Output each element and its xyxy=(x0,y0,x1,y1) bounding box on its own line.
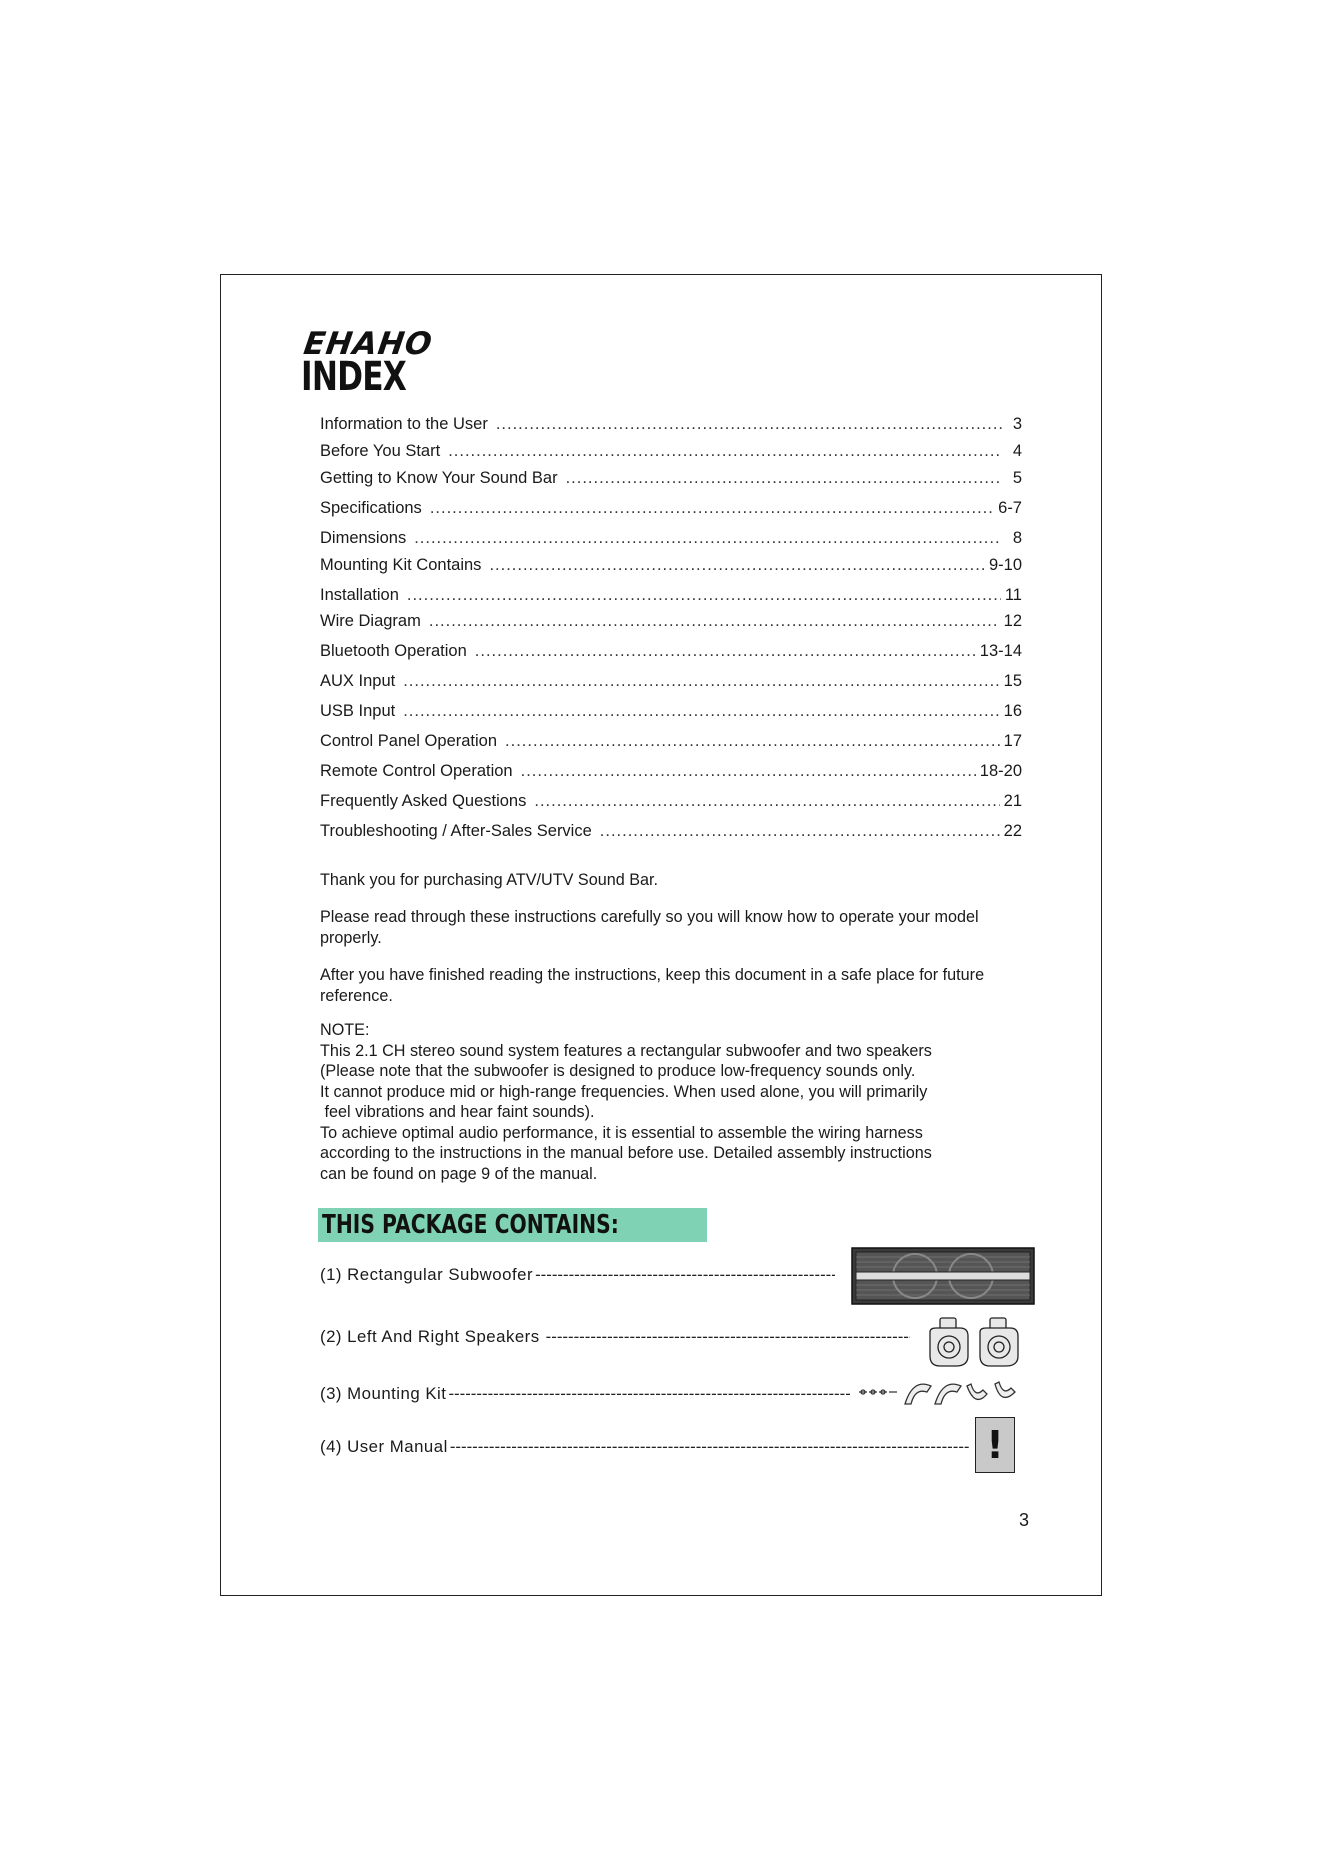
mounting-kit-illustration xyxy=(857,1378,1021,1408)
toc-entry-title: Remote Control Operation xyxy=(320,762,513,780)
toc-entry-title: Getting to Know Your Sound Bar xyxy=(320,469,558,487)
note-line: feel vibrations and hear faint sounds). xyxy=(320,1103,595,1121)
toc-entry[interactable] xyxy=(320,822,1022,841)
toc-leader xyxy=(430,499,994,518)
toc-entry-page: 12 xyxy=(1003,612,1022,630)
package-item-leader xyxy=(535,1265,835,1285)
toc-leader xyxy=(448,442,1002,461)
note-line: can be found on page 9 of the manual. xyxy=(320,1164,598,1183)
toc-entry[interactable] xyxy=(320,415,1022,434)
toc-leader xyxy=(534,792,999,811)
toc-entry-page: 8 xyxy=(1012,529,1022,547)
toc-entry[interactable] xyxy=(320,612,1022,631)
toc-leader xyxy=(475,642,976,661)
toc-entry-title: Bluetooth Operation xyxy=(320,642,467,660)
toc-leader xyxy=(407,586,1001,605)
toc-leader xyxy=(496,415,1002,434)
toc-entry-title: Control Panel Operation xyxy=(320,732,498,750)
toc-leader xyxy=(403,672,999,691)
note-line: This 2.1 CH stereo sound system features a rectangular subwoofer and two speakers xyxy=(320,1041,932,1060)
toc-entry-title: Wire Diagram xyxy=(320,612,421,630)
page-number: 3 xyxy=(1019,1510,1030,1530)
package-heading-text: THIS PACKAGE CONTAINS: xyxy=(322,1210,619,1240)
package-heading xyxy=(318,1208,707,1242)
toc-entry[interactable] xyxy=(320,469,1022,488)
toc-entry-page: 15 xyxy=(1003,672,1022,690)
toc-entry-title: Installation xyxy=(320,586,399,604)
toc-entry[interactable] xyxy=(320,762,1022,781)
toc-entry[interactable] xyxy=(320,732,1022,751)
toc-entry-page: 3 xyxy=(1012,415,1022,433)
toc-entry-page: 4 xyxy=(1012,442,1022,460)
toc-entry-title: Dimensions xyxy=(320,529,407,547)
keep-document-paragraph: After you have finished reading the instructions, keep this document in a safe place for future reference. xyxy=(320,966,985,1005)
toc-entry[interactable] xyxy=(320,556,1022,575)
read-instructions-text xyxy=(320,907,1010,948)
package-item-speakers xyxy=(320,1327,910,1347)
note-line: To achieve optimal audio performance, it is essential to assemble the wiring harness xyxy=(320,1123,923,1142)
toc-entry-title: USB Input xyxy=(320,702,396,720)
package-item-user-manual xyxy=(320,1437,970,1457)
toc-entry-title: AUX Input xyxy=(320,672,396,690)
package-item-label: (3) Mounting Kit xyxy=(320,1384,447,1403)
toc-entry[interactable] xyxy=(320,672,1022,691)
read-instructions-paragraph: Please read through these instructions carefully so you will know how to operate your model properly. xyxy=(320,908,979,947)
index-title: INDEX xyxy=(301,354,407,400)
toc-entry-title: Information to the User xyxy=(320,415,488,433)
toc-entry[interactable] xyxy=(320,529,1022,548)
toc-entry-title: Specifications xyxy=(320,499,422,517)
keep-document-text xyxy=(320,965,1010,1006)
note-line: It cannot produce mid or high-range frequencies. When used alone, you will primarily xyxy=(320,1082,928,1101)
package-item-leader xyxy=(448,1384,850,1404)
package-item-subwoofer xyxy=(320,1265,835,1285)
package-item-mounting-kit xyxy=(320,1384,850,1404)
package-item-label: (4) User Manual xyxy=(320,1437,448,1456)
toc-entry-page: 5 xyxy=(1012,469,1022,487)
package-item-label: (2) Left And Right Speakers xyxy=(320,1327,540,1346)
toc-entry[interactable] xyxy=(320,442,1022,461)
toc-leader xyxy=(414,529,1002,548)
toc-entry[interactable] xyxy=(320,792,1022,811)
toc-entry-page: 22 xyxy=(1003,822,1022,840)
toc-entry-page: 11 xyxy=(1004,586,1022,604)
toc-entry[interactable] xyxy=(320,586,1022,605)
note-line: according to the instructions in the manual before use. Detailed assembly instructions xyxy=(320,1144,932,1162)
toc-leader xyxy=(505,732,1000,751)
note-section xyxy=(320,1020,1020,1184)
brand-logo: EHAHO xyxy=(301,326,435,362)
subwoofer-illustration xyxy=(851,1247,1035,1305)
toc-leader xyxy=(566,469,1002,488)
toc-leader xyxy=(600,822,1000,841)
toc-entry-page: 18-20 xyxy=(979,762,1022,780)
toc-entry-title: Before You Start xyxy=(320,442,441,460)
toc-leader xyxy=(429,612,1000,631)
toc-entry[interactable] xyxy=(320,642,1022,661)
package-item-leader xyxy=(450,1437,970,1457)
note-line: (Please note that the subwoofer is designed to produce low-frequency sounds only. xyxy=(320,1062,916,1080)
toc-entry-title: Frequently Asked Questions xyxy=(320,792,527,810)
toc-leader xyxy=(403,702,999,721)
toc-entry-title: Troubleshooting / After-Sales Service xyxy=(320,822,592,840)
package-item-label: (1) Rectangular Subwoofer xyxy=(320,1265,534,1284)
toc-entry-page: 17 xyxy=(1003,732,1022,750)
toc-leader xyxy=(489,556,985,575)
toc-leader xyxy=(521,762,976,781)
toc-entry-title: Mounting Kit Contains xyxy=(320,556,482,574)
user-manual-icon: ! xyxy=(975,1417,1015,1473)
package-item-leader xyxy=(546,1327,910,1347)
thank-you-text xyxy=(320,870,1020,891)
note-label: NOTE: xyxy=(320,1021,370,1039)
speakers-illustration xyxy=(926,1316,1026,1368)
toc-entry-page: 6-7 xyxy=(998,499,1022,517)
toc-entry[interactable] xyxy=(320,702,1022,721)
thank-you-line: Thank you for purchasing ATV/UTV Sound Bar. xyxy=(320,871,659,889)
toc-entry-page: 16 xyxy=(1003,702,1022,720)
toc-entry[interactable] xyxy=(320,499,1022,518)
toc-entry-page: 9-10 xyxy=(988,556,1022,574)
toc-entry-page: 21 xyxy=(1003,792,1022,810)
toc-entry-page: 13-14 xyxy=(979,642,1022,660)
